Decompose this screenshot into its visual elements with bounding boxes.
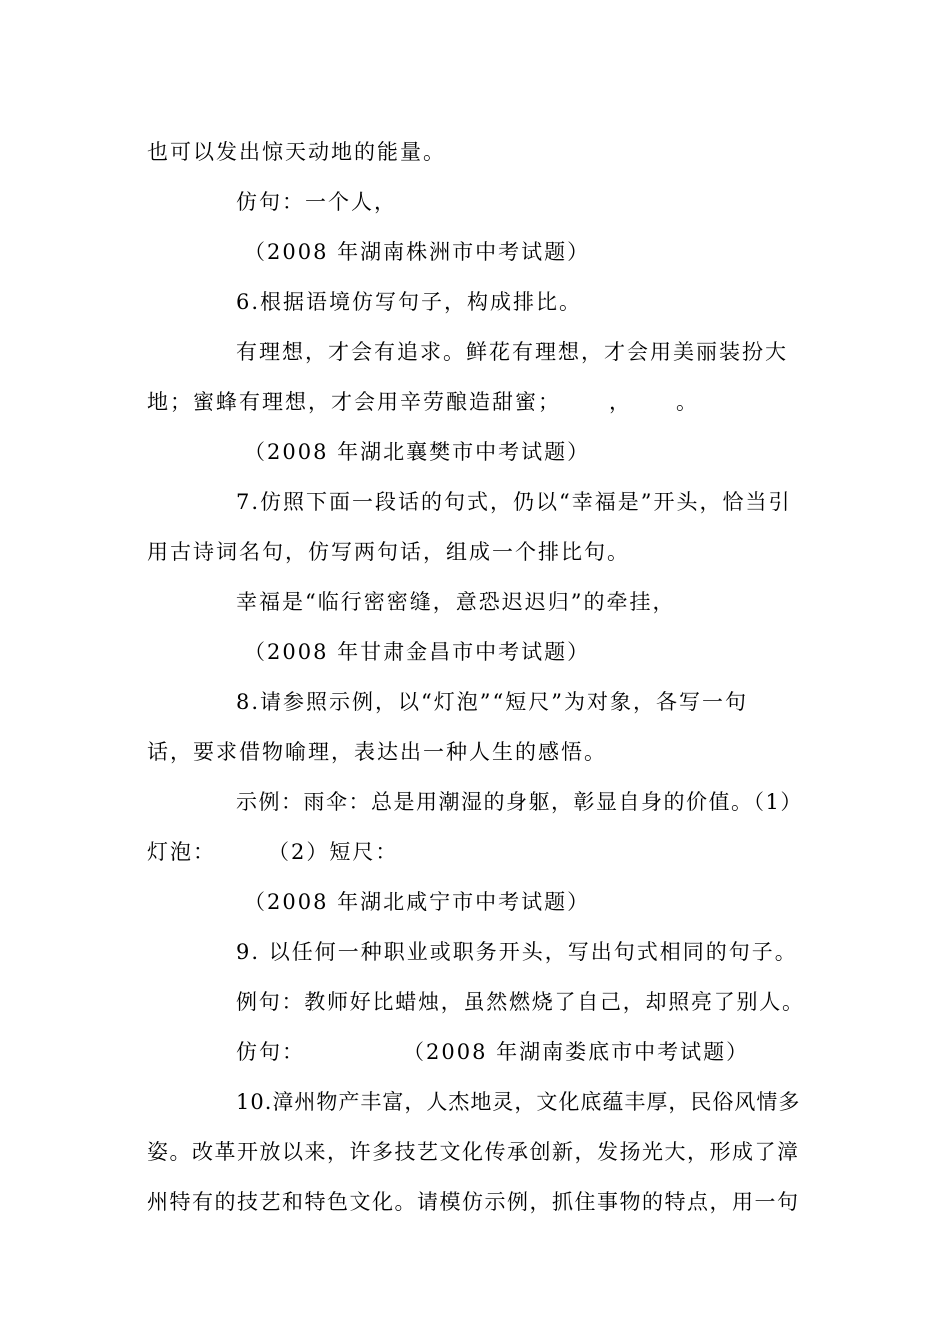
- source-note: （2008 年湖南株洲市中考试题）: [244, 240, 591, 264]
- text-line: [147, 387, 699, 417]
- text-line: 仿句：一个人，: [236, 190, 397, 214]
- question-9: 9. 以任何一种职业或职务开头，写出句式相同的句子。: [236, 940, 798, 964]
- question-7: 7.仿照下面一段话的句式，仍以“幸福是”开头，恰当引: [236, 490, 792, 514]
- text-line: [236, 1037, 749, 1067]
- source-note: （2008 年湖南娄底市中考试题）: [403, 1040, 750, 1064]
- text-line: 话，要求借物喻理，表达出一种人生的感悟。: [147, 740, 607, 764]
- example-line: 示例：雨伞：总是用潮湿的身躯，彰显自身的价值。（1）: [236, 790, 803, 814]
- text-segment: 。: [676, 390, 699, 414]
- text-segment: 仿句：: [236, 1040, 305, 1064]
- text-segment: 地；蜜蜂有理想，才会用辛劳酿造甜蜜；: [147, 390, 561, 414]
- text-line: 姿。改革开放以来，许多技艺文化传承创新，发扬光大，形成了漳: [147, 1140, 800, 1164]
- text-segment: （2）短尺：: [268, 840, 399, 864]
- source-note: （2008 年湖北襄樊市中考试题）: [244, 440, 591, 464]
- example-line: 例句：教师好比蜡烛，虽然燃烧了自己，却照亮了别人。: [236, 990, 805, 1014]
- text-line: 也可以发出惊天动地的能量。: [147, 140, 446, 164]
- text-line: [147, 837, 398, 867]
- source-note: （2008 年甘肃金昌市中考试题）: [244, 640, 591, 664]
- text-line: 用古诗词名句，仿写两句话，组成一个排比句。: [147, 540, 630, 564]
- text-line: 幸福是“临行密密缝，意恐迟迟归”的牵挂，: [236, 590, 676, 614]
- text-line: 有理想，才会有追求。鲜花有理想，才会用美丽装扮大: [236, 340, 788, 364]
- question-10: 10.漳州物产丰富，人杰地灵，文化底蕴丰厚，民俗风情多: [236, 1090, 801, 1114]
- question-8: 8.请参照示例，以“灯泡”“短尺”为对象，各写一句: [236, 690, 748, 714]
- text-segment: ，: [609, 390, 632, 414]
- text-line: 州特有的技艺和特色文化。请模仿示例，抓住事物的特点，用一句: [147, 1190, 800, 1214]
- text-segment: 灯泡：: [147, 840, 216, 864]
- question-6: 6.根据语境仿写句子，构成排比。: [236, 290, 583, 314]
- source-note: （2008 年湖北咸宁市中考试题）: [244, 890, 591, 914]
